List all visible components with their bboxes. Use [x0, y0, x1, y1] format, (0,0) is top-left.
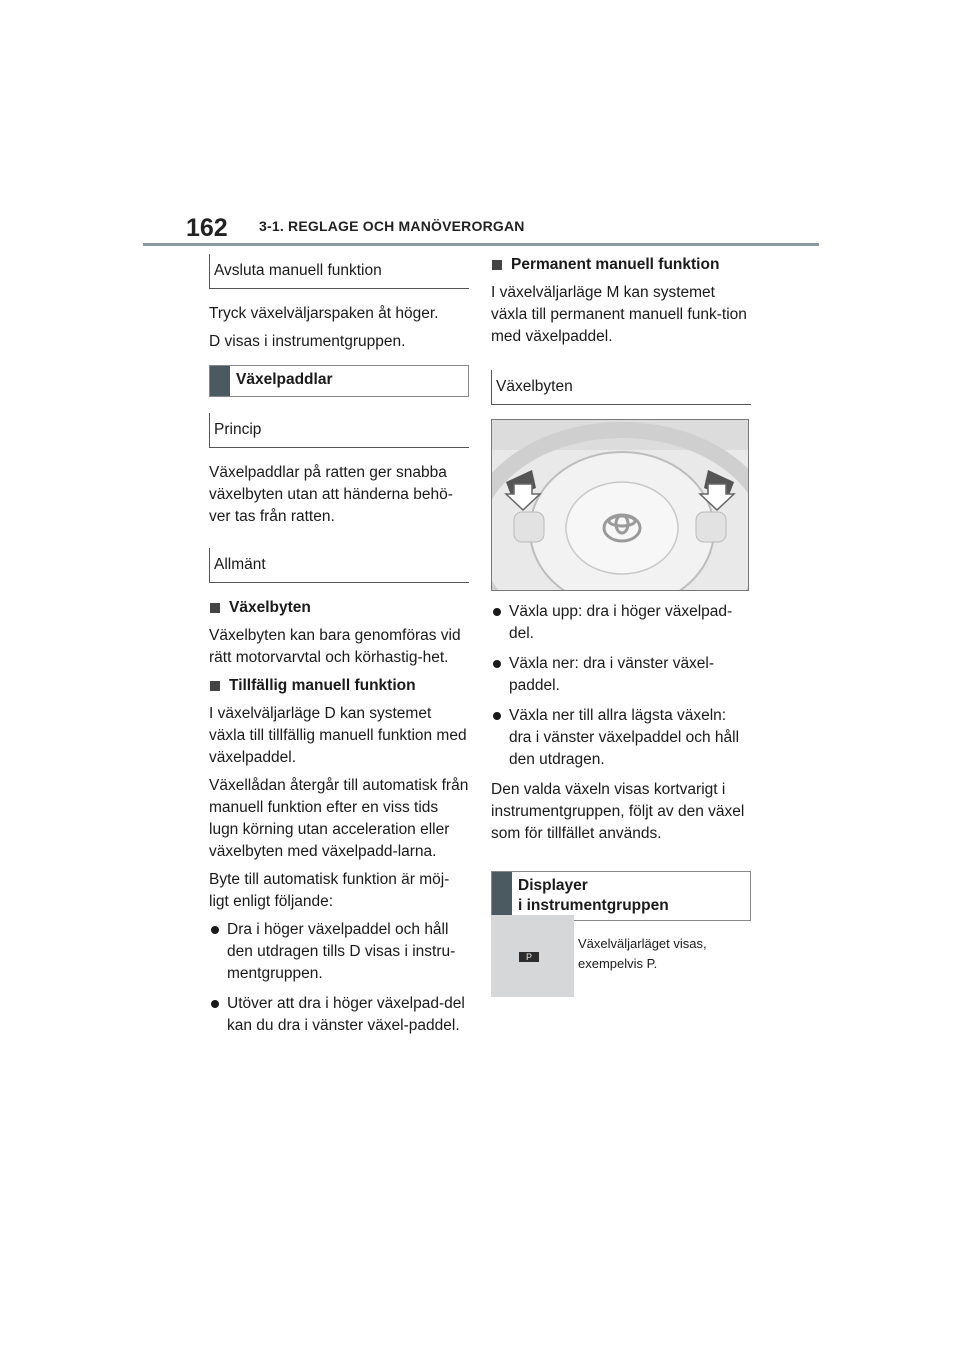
paragraph-valda: Den valda växeln visas kortvarigt i instrumentgruppen, följt av den växel som för tillfället används.: [491, 781, 745, 842]
right-column: [491, 254, 751, 937]
heading-avsluta-manuell-funktion: Avsluta manuell funktion: [209, 254, 469, 289]
heading-vaxelbyten: Växelbyten: [491, 370, 751, 405]
paragraph-tryck: Tryck växelväljarspaken åt höger.: [209, 305, 439, 322]
display-caption: [578, 934, 748, 974]
paragraph-permanent: I växelväljarläge M kan systemet växla till permanent manuell funk-tion med växelpaddel.: [491, 284, 747, 345]
square-bullet-icon: [492, 260, 502, 270]
bullet-text: Växla ner till allra lägsta växeln: dra i vänster växelpaddel och håll den utdragen.: [509, 707, 740, 768]
steering-wheel-figure: [491, 419, 749, 591]
display-caption-line-1: Växelväljarläget visas,: [578, 936, 707, 951]
page-number: 162: [186, 214, 228, 242]
box-heading-line-1: Displayer: [518, 877, 588, 894]
subheading-tillfallig: [209, 675, 469, 697]
paragraph-d-visas: D visas i instrumentgruppen.: [209, 333, 406, 350]
box-heading-bar: [492, 872, 512, 920]
square-bullet-icon: [210, 603, 220, 613]
heading-princip: Princip: [209, 413, 469, 448]
subheading-text: Permanent manuell funktion: [511, 256, 720, 273]
paragraph-vaxelbyten: Växelbyten kan bara genomföras vid rätt motorvarvtal och körhastig-het.: [209, 627, 461, 666]
section-title: 3-1. REGLAGE OCH MANÖVERORGAN: [259, 218, 525, 234]
left-column: [209, 254, 469, 1045]
bullet-text: Utöver att dra i höger växelpad-del kan du dra i vänster växel-paddel.: [227, 995, 465, 1034]
display-caption-line-2: exempelvis P.: [578, 956, 658, 971]
paragraph-vaxelladan: Växellådan återgår till automatisk från manuell funktion efter en viss tids lugn körning utan acceleration eller växelbyten med växelpadd-larna.: [209, 777, 469, 860]
square-bullet-icon: [210, 681, 220, 691]
steering-wheel-illustration: [492, 420, 748, 590]
box-heading-displayer: [491, 871, 751, 921]
header-rule: [143, 243, 819, 246]
subheading-permanent: [491, 254, 751, 276]
subheading-text: Växelbyten: [229, 599, 311, 616]
heading-allmant: Allmänt: [209, 548, 469, 583]
bullet-text: Växla upp: dra i höger växelpad-del.: [509, 603, 733, 642]
subheading-vaxelbyten: [209, 597, 469, 619]
paragraph-princip: Växelpaddlar på ratten ger snabba växelbyten utan att händerna behö-ver tas från ratten.: [209, 464, 453, 525]
instrument-display-thumbnail: [491, 915, 574, 997]
bullet-dot-icon: [493, 660, 501, 668]
box-heading-text: [512, 872, 675, 920]
subheading-text: Tillfällig manuell funktion: [229, 677, 416, 694]
paragraph-byte: Byte till automatisk funktion är möj-ligt enligt följande:: [209, 871, 450, 910]
bullet-item: [491, 653, 751, 697]
box-heading-bar: [210, 366, 230, 396]
bullet-item: [491, 705, 751, 771]
bullet-text: Växla ner: dra i vänster växel-paddel.: [509, 655, 715, 694]
bullet-item: [209, 993, 469, 1037]
bullet-dot-icon: [211, 1000, 219, 1008]
box-heading-text: Växelpaddlar: [236, 371, 333, 388]
bullet-text: Dra i höger växelpaddel och håll den utdragen tills D visas i instru-mentgruppen.: [227, 921, 456, 982]
bullet-item: [491, 601, 751, 645]
bullet-item: [209, 919, 469, 985]
gear-indicator-p: P: [519, 952, 539, 962]
bullet-dot-icon: [211, 926, 219, 934]
bullet-dot-icon: [493, 712, 501, 720]
paragraph-tillfallig: I växelväljarläge D kan systemet växla till tillfällig manuell funktion med växelpaddel.: [209, 705, 467, 766]
bullet-dot-icon: [493, 608, 501, 616]
box-heading-vaxelpaddlar: [209, 365, 469, 397]
box-heading-line-2: i instrumentgruppen: [518, 897, 669, 914]
